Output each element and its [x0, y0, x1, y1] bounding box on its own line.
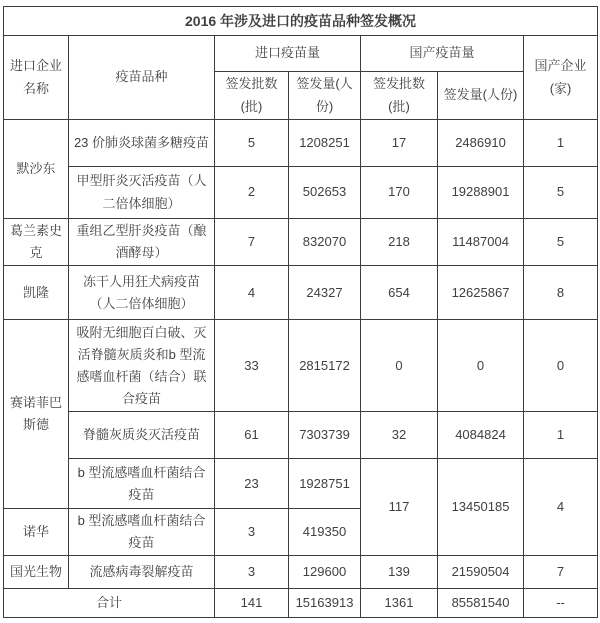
value-cell: 17 [361, 120, 438, 167]
company-cell: 赛诺菲巴斯德 [4, 320, 69, 509]
value-cell: 15163913 [289, 589, 361, 618]
value-cell: 1208251 [289, 120, 361, 167]
value-cell: 21590504 [438, 556, 524, 589]
header-import-batches: 签发批数(批) [215, 72, 289, 120]
value-cell: 0 [438, 320, 524, 412]
vaccine-cell: 流感病毒裂解疫苗 [69, 556, 215, 589]
table-row [4, 120, 598, 167]
company-cell: 凯隆 [4, 266, 69, 320]
table-title: 2016 年涉及进口的疫苗品种签发概况 [4, 7, 598, 36]
value-cell: 5 [524, 219, 598, 266]
value-cell: 7 [215, 219, 289, 266]
value-cell-merged: 117 [361, 459, 438, 556]
table-row [4, 320, 598, 412]
company-cell: 诺华 [4, 509, 69, 556]
value-cell: 2 [215, 167, 289, 219]
value-cell: 4084824 [438, 412, 524, 459]
value-cell: 218 [361, 219, 438, 266]
header-domestic-doses: 签发量(人份) [438, 72, 524, 120]
value-cell: -- [524, 589, 598, 618]
value-cell: 4 [215, 266, 289, 320]
value-cell: 139 [361, 556, 438, 589]
header-domestic-batches: 签发批数(批) [361, 72, 438, 120]
total-row [4, 589, 598, 618]
value-cell-merged: 4 [524, 459, 598, 556]
vaccine-cell: b 型流感嗜血杆菌结合疫苗 [69, 459, 215, 509]
header-company: 进口企业名称 [4, 36, 69, 120]
vaccine-cell: b 型流感嗜血杆菌结合疫苗 [69, 509, 215, 556]
table-row [4, 266, 598, 320]
value-cell: 85581540 [438, 589, 524, 618]
value-cell: 0 [524, 320, 598, 412]
table-row [4, 556, 598, 589]
value-cell: 32 [361, 412, 438, 459]
value-cell: 3 [215, 556, 289, 589]
value-cell: 5 [215, 120, 289, 167]
vaccine-cell: 甲型肝炎灭活疫苗（人二倍体细胞） [69, 167, 215, 219]
header-domestic-companies: 国产企业(家) [524, 36, 598, 120]
value-cell: 141 [215, 589, 289, 618]
value-cell: 23 [215, 459, 289, 509]
value-cell: 129600 [289, 556, 361, 589]
value-cell: 654 [361, 266, 438, 320]
table-row [4, 167, 598, 219]
value-cell: 19288901 [438, 167, 524, 219]
value-cell: 61 [215, 412, 289, 459]
table-row [4, 219, 598, 266]
value-cell: 5 [524, 167, 598, 219]
value-cell: 1928751 [289, 459, 361, 509]
vaccine-cell: 吸附无细胞百白破、灭活脊髓灰质炎和b 型流感嗜血杆菌（结合）联合疫苗 [69, 320, 215, 412]
value-cell: 2815172 [289, 320, 361, 412]
company-cell: 国光生物 [4, 556, 69, 589]
value-cell: 7 [524, 556, 598, 589]
vaccine-issuance-table [3, 6, 598, 618]
total-label-cell: 合计 [4, 589, 215, 618]
group-header-row [4, 36, 598, 72]
value-cell: 3 [215, 509, 289, 556]
value-cell: 1 [524, 120, 598, 167]
value-cell: 2486910 [438, 120, 524, 167]
value-cell: 11487004 [438, 219, 524, 266]
value-cell: 8 [524, 266, 598, 320]
value-cell: 1361 [361, 589, 438, 618]
vaccine-cell: 脊髓灰质炎灭活疫苗 [69, 412, 215, 459]
value-cell: 24327 [289, 266, 361, 320]
table-title-row [4, 7, 598, 36]
value-cell-merged: 13450185 [438, 459, 524, 556]
value-cell: 7303739 [289, 412, 361, 459]
table-row [4, 412, 598, 459]
value-cell: 502653 [289, 167, 361, 219]
vaccine-cell: 重组乙型肝炎疫苗（酿酒酵母） [69, 219, 215, 266]
vaccine-cell: 23 价肺炎球菌多糖疫苗 [69, 120, 215, 167]
table-row [4, 459, 598, 509]
header-import-doses: 签发量(人份) [289, 72, 361, 120]
company-cell: 默沙东 [4, 120, 69, 219]
value-cell: 33 [215, 320, 289, 412]
company-cell: 葛兰素史克 [4, 219, 69, 266]
header-domestic-group: 国产疫苗量 [361, 36, 524, 72]
header-import-group: 进口疫苗量 [215, 36, 361, 72]
value-cell: 1 [524, 412, 598, 459]
header-vaccine: 疫苗品种 [69, 36, 215, 120]
value-cell: 0 [361, 320, 438, 412]
value-cell: 12625867 [438, 266, 524, 320]
vaccine-cell: 冻干人用狂犬病疫苗（人二倍体细胞） [69, 266, 215, 320]
value-cell: 832070 [289, 219, 361, 266]
value-cell: 170 [361, 167, 438, 219]
value-cell: 419350 [289, 509, 361, 556]
